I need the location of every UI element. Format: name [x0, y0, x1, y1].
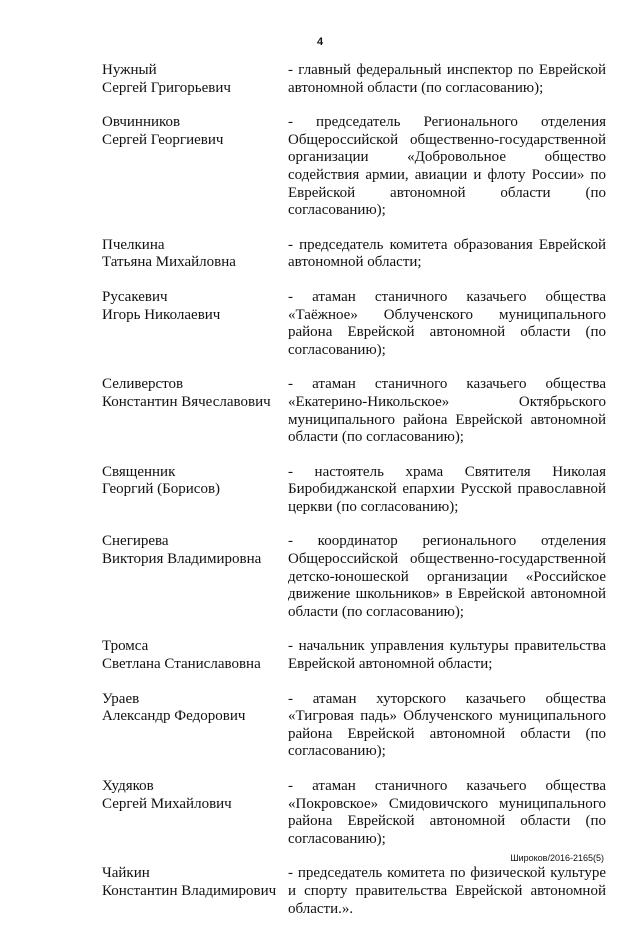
given-names: Виктория Владимировна — [102, 551, 262, 568]
page-number: 4 — [316, 36, 324, 48]
member-role: - настоятель храма Святителя Николая Биробиджанской епархии Русской православной церкви (по согласованию); — [288, 463, 606, 515]
member-role: - атаман станичного казачьего общества «Покровское» Смидовичского муниципального района Еврейской автономной области (по согласованию); — [288, 778, 606, 847]
member-role: - председатель комитета образования Еврейской автономной области; — [288, 236, 606, 271]
surname: Селиверстов — [102, 376, 184, 393]
member-role: - атаман хуторского казачьего общества «Тигровая падь» Облученского муниципального района Еврейской автономной области (по согласованию); — [288, 690, 606, 760]
surname: Русакевич — [102, 288, 168, 305]
member-name — [102, 778, 288, 848]
document-code: Широков/2016-2165(5) — [510, 853, 604, 863]
surname: Чайкин — [102, 865, 150, 882]
given-names: Георгий (Борисов) — [102, 481, 221, 498]
member-role: - главный федеральный инспектор по Еврейской автономной области (по согласованию); — [288, 62, 606, 96]
member-role: - председатель Регионального отделения Общероссийской общественно-государственной организации «Добровольное общество содействия армии, авиации и флоту России» по Еврейской автономной области (по согласованию); — [288, 114, 606, 219]
member-list — [102, 62, 606, 935]
list-item — [102, 376, 606, 446]
list-item — [102, 638, 606, 673]
member-role: - координатор регионального отделения Общероссийской общественно-государственной детско-юношеской организации «Российское движение школьников» в Еврейской автономной области (по согласованию); — [288, 533, 606, 620]
given-names: Константин Владимирович — [102, 882, 277, 899]
surname: Пчелкина — [102, 236, 165, 253]
member-name — [102, 464, 288, 517]
member-name — [102, 533, 288, 621]
member-name — [102, 691, 288, 761]
member-role: - атаман станичного казачьего общества «Екатерино-Никольское» Октябрьского муниципального района Еврейской автономной области (по согласованию); — [288, 376, 606, 446]
list-item — [102, 114, 606, 220]
list-item — [102, 778, 606, 848]
given-names: Светлана Станиславовна — [102, 656, 261, 673]
surname: Снегирева — [102, 533, 169, 550]
surname: Овчинников — [102, 114, 181, 131]
given-names: Александр Федорович — [102, 708, 246, 725]
given-names: Сергей Михайлович — [102, 795, 232, 812]
list-item — [102, 464, 606, 517]
list-item — [102, 237, 606, 272]
surname: Священник — [102, 463, 176, 480]
list-item — [102, 289, 606, 359]
given-names: Игорь Николаевич — [102, 306, 221, 323]
member-name — [102, 865, 288, 918]
given-names: Сергей Георгиевич — [102, 131, 224, 148]
member-name — [102, 289, 288, 359]
surname: Худяков — [102, 778, 154, 794]
given-names: Татьяна Михайловна — [102, 254, 236, 271]
surname: Ураев — [102, 690, 140, 707]
member-name — [102, 62, 288, 97]
given-names: Сергей Григорьевич — [102, 79, 231, 96]
list-item — [102, 533, 606, 621]
surname: Нужный — [102, 62, 157, 78]
member-role: - председатель комитета по физической культуре и спорту правительства Еврейской автономной области.». — [288, 865, 606, 917]
member-name — [102, 114, 288, 220]
member-name — [102, 376, 288, 446]
member-name — [102, 237, 288, 272]
list-item — [102, 62, 606, 97]
surname: Тромса — [102, 638, 149, 655]
member-name — [102, 638, 288, 673]
list-item — [102, 865, 606, 918]
given-names: Константин Вячеславович — [102, 393, 271, 410]
list-item — [102, 691, 606, 761]
member-role: - атаман станичного казачьего общества «Таёжное» Облученского муниципального района Еврейской автономной области (по согласованию); — [288, 288, 606, 358]
member-role: - начальник управления культуры правительства Еврейской автономной области; — [288, 638, 606, 673]
